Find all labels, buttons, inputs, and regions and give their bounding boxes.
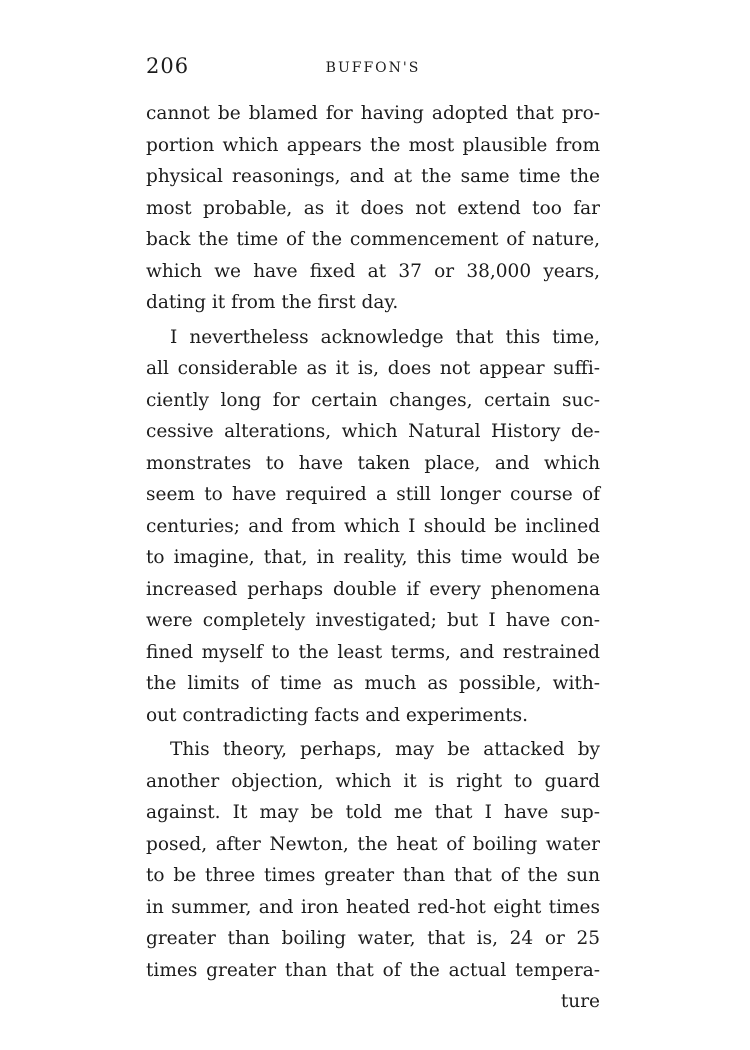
text-line: ciently long for certain changes, certain suc- [146, 389, 600, 411]
paragraph-1 [146, 98, 600, 319]
text-line: cessive alterations, which Natural History de- [146, 421, 600, 442]
text-line: were completely investigated; but I have con- [146, 610, 600, 631]
paragraph-2 [146, 322, 600, 732]
text-line: monstrates to have taken place, and which [146, 452, 600, 474]
text-line: another objection, which it is right to guard [146, 770, 600, 792]
text-line: I nevertheless acknowledge that this time, [170, 326, 600, 348]
text-line: greater than boiling water, that is, 24 or 25 [146, 928, 600, 949]
running-head [146, 54, 600, 84]
text-line: portion which appears the most plausible from [146, 134, 600, 156]
text-line: This theory, perhaps, may be attacked by [170, 739, 600, 760]
text-line: against. It may be told me that I have sup- [146, 802, 600, 823]
text-line: increased perhaps double if every phenomena [146, 578, 600, 600]
text-line: to be three times greater than that of the sun [146, 865, 600, 886]
text-line: seem to have required a still longer course of [146, 484, 600, 505]
page-number: 206 [146, 54, 190, 78]
text-line: the limits of time as much as possible, with- [146, 673, 600, 694]
text-line: fined myself to the least terms, and restrained [146, 641, 600, 663]
text-line: which we have fixed at 37 or 38,000 years, [146, 260, 600, 282]
text-line: dating it from the first day. [146, 292, 399, 313]
text-line: physical reasonings, and at the same time the [146, 166, 600, 187]
text-line: most probable, as it does not extend too far [146, 197, 600, 219]
text-line: out contradicting facts and experiments. [146, 704, 529, 726]
text-line: in summer, and iron heated red-hot eight times [146, 896, 600, 918]
text-line: times greater than that of the actual tempera- [146, 959, 600, 981]
text-line: posed, after Newton, the heat of boiling water [146, 833, 600, 855]
text-line: back the time of the commencement of nature, [146, 229, 600, 250]
text-line: all considerable as it is, does not appear suffi- [146, 358, 600, 379]
text-line: centuries; and from which I should be inclined [146, 515, 600, 537]
paragraph-3 [146, 734, 600, 986]
text-line: to imagine, that, in reality, this time would be [146, 547, 600, 568]
body-text [146, 98, 600, 986]
running-title: BUFFON'S [325, 60, 421, 76]
catchword: ture [560, 991, 600, 1012]
text-line: cannot be blamed for having adopted that pro- [146, 103, 600, 124]
